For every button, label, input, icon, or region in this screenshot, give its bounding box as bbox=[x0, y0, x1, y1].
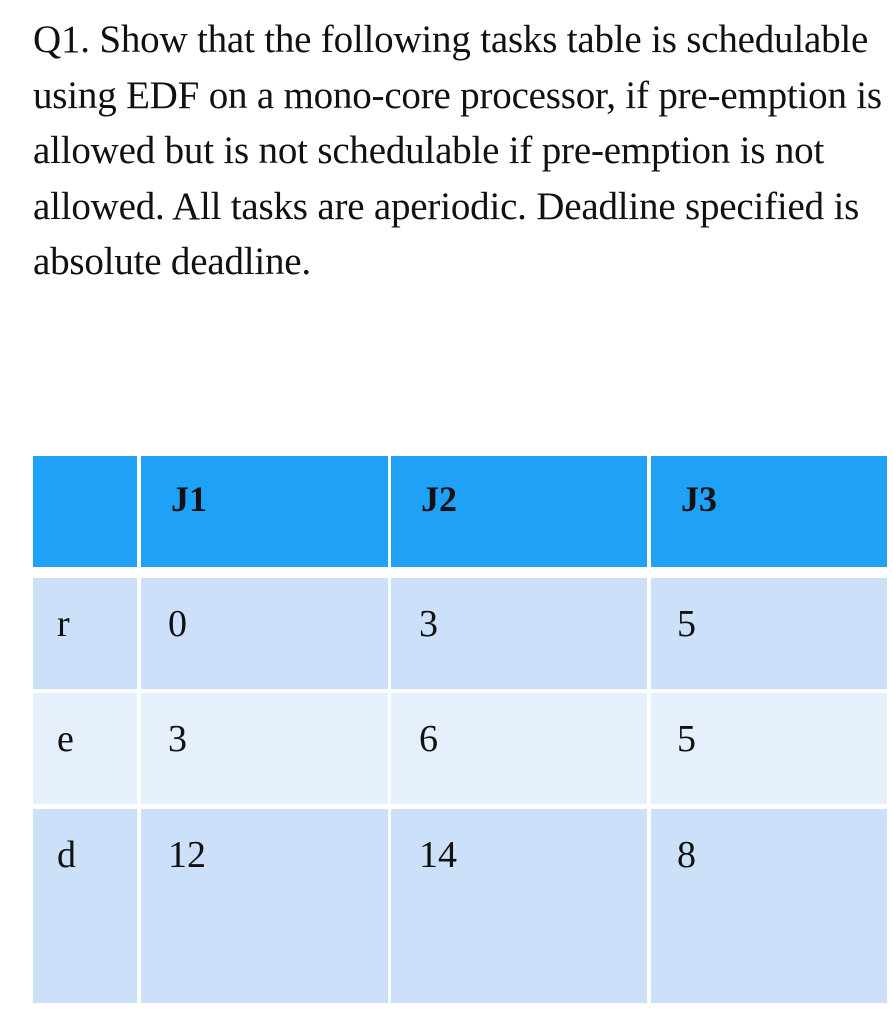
cell-r-j1: 0 bbox=[141, 578, 388, 689]
table-header-row bbox=[33, 456, 887, 567]
question-text: Q1. Show that the following tasks table is schedulable using EDF on a mono-core processor, if pre-emption is allowed but is not schedulable if pre-emption is not allowed. All tasks are aperiodic. Deadline specified is absolute deadline. bbox=[33, 18, 882, 283]
cell-d-j1: 12 bbox=[141, 809, 388, 1003]
row-label-d: d bbox=[33, 809, 137, 1003]
cell-r-j3: 5 bbox=[651, 578, 887, 689]
cell-d-j3: 8 bbox=[651, 809, 887, 1003]
header-cell-j2: J2 bbox=[391, 456, 647, 567]
cell-r-j2: 3 bbox=[391, 578, 647, 689]
header-cell-empty bbox=[33, 456, 137, 567]
row-label-r: r bbox=[33, 578, 137, 689]
row-label-e: e bbox=[33, 693, 137, 804]
table-row-release bbox=[33, 578, 887, 689]
cell-d-j2: 14 bbox=[391, 809, 647, 1003]
cell-e-j2: 6 bbox=[391, 693, 647, 804]
table-row-execution bbox=[33, 693, 887, 804]
header-cell-j3: J3 bbox=[651, 456, 887, 567]
header-cell-j1: J1 bbox=[141, 456, 388, 567]
cell-e-j1: 3 bbox=[141, 693, 388, 804]
table-row-deadline bbox=[33, 809, 887, 1003]
cell-e-j3: 5 bbox=[651, 693, 887, 804]
